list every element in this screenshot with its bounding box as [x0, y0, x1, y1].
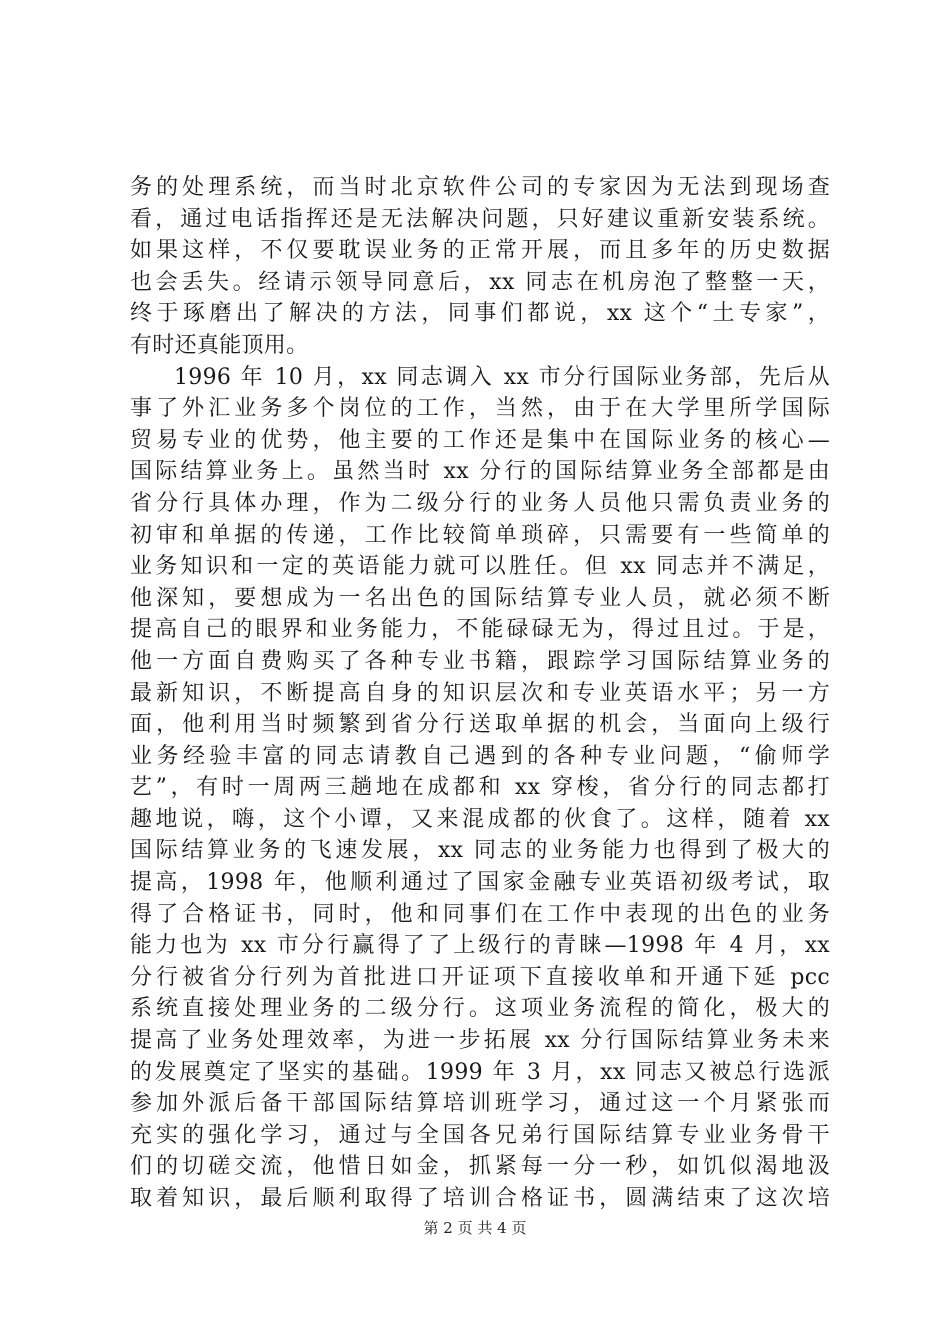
- text-line: 省分行具体办理，作为二级分行的业务人员他只需负责业务的: [130, 490, 830, 516]
- text-line: 有时还真能顶用。: [130, 332, 309, 358]
- text-line: 系统直接处理业务的二级分行。这项业务流程的简化，极大的: [130, 996, 830, 1022]
- text-line: 提高，1998 年，他顺利通过了国家金融专业英语初级考试，取: [130, 870, 830, 896]
- text-line: 提高了业务处理效率，为进一步拓展 xx 分行国际结算业务未来: [130, 1028, 830, 1054]
- text-line: 能力也为 xx 市分行赢得了了上级行的青睐—1998 年 4 月，xx: [130, 933, 830, 959]
- text-line: 分行被省分行列为首批进口开证项下直接收单和开通下延 pcc: [130, 964, 830, 990]
- text-line: 最新知识，不断提高自身的知识层次和专业英语水平；另一方: [130, 680, 830, 706]
- text-line: 终于琢磨出了解决的方法，同事们都说，xx 这个“土专家”，: [130, 301, 830, 327]
- text-line: 国际结算业务上。虽然当时 xx 分行的国际结算业务全部都是由: [130, 459, 830, 485]
- text-line: 面，他利用当时频繁到省分行送取单据的机会，当面向上级行: [130, 712, 830, 738]
- text-line: 的发展奠定了坚实的基础。1999 年 3 月，xx 同志又被总行选派: [130, 1059, 830, 1085]
- text-line: 看，通过电话指挥还是无法解决问题，只好建议重新安装系统。: [130, 206, 830, 232]
- paragraph-start-line: 1996 年 10 月，xx 同志调入 xx 市分行国际业务部，先后从: [174, 364, 830, 390]
- text-line: 取着知识，最后顺利取得了培训合格证书，圆满结束了这次培: [130, 1186, 830, 1211]
- text-line: 如果这样，不仅要耽误业务的正常开展，而且多年的历史数据: [130, 238, 830, 264]
- text-line: 参加外派后备干部国际结算培训班学习，通过这一个月紧张而: [130, 1091, 830, 1117]
- text-line: 业务知识和一定的英语能力就可以胜任。但 xx 同志并不满足，: [130, 554, 830, 580]
- text-line: 提高自己的眼界和业务能力，不能碌碌无为，得过且过。于是，: [130, 617, 830, 643]
- body-text: [130, 172, 830, 1215]
- text-line: 艺”，有时一周两三趟地在成都和 xx 穿梭，省分行的同志都打: [130, 775, 830, 801]
- text-line: 也会丢失。经请示领导同意后，xx 同志在机房泡了整整一天，: [130, 269, 830, 295]
- text-line: 他深知，要想成为一名出色的国际结算专业人员，就必须不断: [130, 585, 830, 611]
- text-line: 他一方面自费购买了各种专业书籍，跟踪学习国际结算业务的: [130, 648, 830, 674]
- text-line: 得了合格证书，同时，他和同事们在工作中表现的出色的业务: [130, 901, 830, 927]
- text-line: 业务经验丰富的同志请教自己遇到的各种专业问题，“偷师学: [130, 743, 830, 769]
- text-line: 充实的强化学习，通过与全国各兄弟行国际结算专业业务骨干: [130, 1122, 830, 1148]
- page-number-footer: 第 2 页 共 4 页: [423, 1219, 527, 1237]
- text-line: 务的处理系统，而当时北京软件公司的专家因为无法到现场查: [130, 175, 830, 200]
- text-line: 事了外汇业务多个岗位的工作，当然，由于在大学里所学国际: [130, 396, 830, 422]
- text-line: 国际结算业务的飞速发展，xx 同志的业务能力也得到了极大的: [130, 838, 830, 864]
- text-line: 初审和单据的传递，工作比较简单琐碎，只需要有一些简单的: [130, 522, 830, 548]
- text-line: 们的切磋交流，他惜日如金，抓紧每一分一秒，如饥似渴地汲: [130, 1154, 830, 1180]
- text-line: 趣地说，嗨，这个小谭，又来混成都的伙食了。这样，随着 xx: [130, 806, 830, 832]
- text-line: 贸易专业的优势，他主要的工作还是集中在国际业务的核心—: [130, 427, 830, 453]
